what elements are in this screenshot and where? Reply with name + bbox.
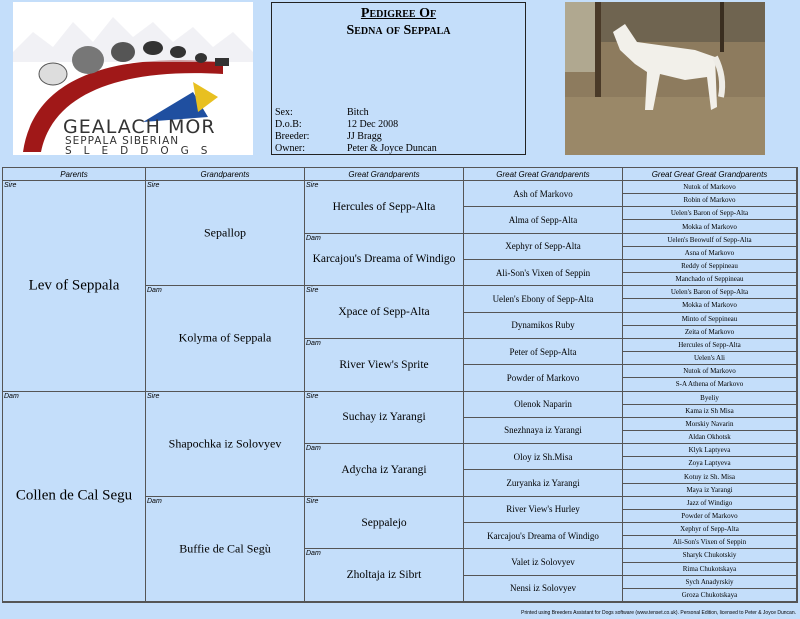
great-great-great-grandparent-cell — [623, 418, 797, 431]
dog-name: Dynamikos Ruby — [511, 320, 575, 331]
sire-label: Sire — [147, 392, 160, 400]
sire-label: Sire — [4, 182, 17, 189]
dog-name: Powder of Markovo — [681, 511, 738, 520]
dam-label: Dam — [306, 445, 321, 453]
grandparent-cell — [146, 181, 305, 286]
dog-info-box — [271, 2, 526, 155]
great-great-great-grandparent-cell — [623, 497, 797, 510]
dog-name: Powder of Markovo — [506, 372, 580, 383]
great-great-great-grandparent-cell — [623, 234, 797, 247]
great-grandparent-cell — [305, 392, 464, 445]
dog-name: Nutok of Markovo — [683, 183, 736, 192]
dog-name: Kotuy iz Sh. Misa — [684, 472, 735, 481]
sire-label: Sire — [306, 392, 319, 400]
dog-name: Hercules of Sepp-Alta — [678, 340, 741, 349]
dog-name: Uelen's Ali — [693, 354, 725, 363]
dog-name: Rima Chukotskaya — [682, 564, 737, 573]
dog-name: Asna of Markovo — [684, 248, 735, 257]
dog-name: Zholtaja iz Sibrt — [346, 569, 422, 582]
dog-name: Snezhnaya iz Yarangi — [504, 425, 582, 436]
dog-name: Mokka of Markovo — [682, 301, 737, 310]
parent-cell — [3, 181, 146, 392]
great-great-grandparent-cell — [464, 444, 623, 470]
info-value: 12 Dec 2008 — [347, 119, 399, 130]
dam-label: Dam — [4, 392, 19, 400]
great-great-great-grandparent-cell — [623, 444, 797, 457]
info-value: JJ Bragg — [347, 131, 382, 142]
dog-name: Collen de Cal Segu — [15, 487, 133, 504]
dog-name: Karcajou's Dreama of Windigo — [487, 530, 599, 541]
great-grandparent-cell — [305, 181, 464, 234]
great-great-great-grandparent-cell — [623, 589, 797, 602]
dog-name: Valet iz Solovyev — [511, 557, 575, 568]
dog-name: Karcajou's Dreama of Windigo — [312, 253, 456, 266]
great-great-great-grandparent-cell — [623, 313, 797, 326]
pedigree-table — [2, 167, 798, 603]
pedigree-heading: Pedigree Of — [360, 6, 437, 21]
dog-name: Ash of Markovo — [513, 188, 573, 199]
dog-name: Nensi iz Solovyev — [510, 583, 576, 594]
great-great-grandparent-cell — [464, 523, 623, 549]
dog-name: Sych Anadyrskiy — [685, 577, 734, 586]
dog-name: Zoya Laptyeva — [688, 459, 731, 468]
dam-label: Dam — [147, 497, 162, 505]
dog-name: Oloy iz Sh.Misa — [513, 451, 573, 462]
dog-name: Reddy of Seppineau — [681, 262, 738, 271]
great-great-great-grandparent-cell — [623, 247, 797, 260]
great-great-great-grandparent-cell — [623, 260, 797, 273]
grandparent-cell — [146, 392, 305, 497]
great-great-grandparent-cell — [464, 313, 623, 339]
logo-line-2: SEPPALA SIBERIAN — [65, 135, 180, 147]
dam-label: Dam — [306, 550, 321, 558]
dog-name: Sepallop — [204, 225, 246, 240]
dog-name: Aldan Okhotsk — [688, 433, 731, 442]
great-great-great-grandparent-cell — [623, 194, 797, 207]
logo-line-3: SLEDDOGS — [65, 145, 220, 155]
dog-name: Byeliy — [700, 393, 719, 402]
sire-label: Sire — [306, 287, 319, 295]
great-great-great-grandparent-cell — [623, 484, 797, 497]
dog-name: Maya iz Yarangi — [686, 485, 733, 494]
sire-label: Sire — [147, 182, 160, 189]
dog-name: Xephyr of Sepp-Alta — [680, 525, 739, 534]
parent-cell — [3, 392, 146, 603]
great-grandparents-header: Great Grandparents — [305, 168, 464, 181]
info-row-sex — [275, 107, 369, 119]
great-great-grandparent-cell — [464, 207, 623, 233]
great-great-great-grandparent-cell — [623, 392, 797, 405]
dog-name: River View's Hurley — [506, 504, 580, 515]
dog-name: Zuryanka iz Yarangi — [506, 478, 580, 489]
great-great-great-grandparent-cell — [623, 207, 797, 220]
info-value: Bitch — [347, 107, 369, 118]
great-great-grandparent-cell — [464, 339, 623, 365]
info-row-owner — [275, 143, 437, 155]
dog-name: Klyk Laptyeva — [688, 446, 731, 455]
great-great-great-grandparent-cell — [623, 431, 797, 444]
great-great-great-grandparent-cell — [623, 470, 797, 483]
dog-name-heading: Sedna of Seppala — [346, 23, 451, 38]
kennel-logo — [13, 2, 253, 155]
great-great-grandparent-cell — [464, 365, 623, 391]
great-great-great-grandparent-cell — [623, 536, 797, 549]
great-great-great-grandparent-cell — [623, 365, 797, 378]
dog-name: Ali-Son's Vixen of Seppin — [495, 267, 591, 278]
great-great-grandparents-header: Great Great Grandparents — [464, 168, 623, 181]
dog-name: Seppalejo — [361, 516, 407, 529]
dog-name: Mokka of Markovo — [682, 222, 737, 231]
dog-name: Ali-Son's Vixen of Seppin — [672, 538, 747, 547]
sire-label: Sire — [306, 182, 319, 189]
great-great-grandparent-cell — [464, 470, 623, 496]
dog-name: Jazz of Windigo — [686, 498, 733, 507]
great-great-grandparent-cell — [464, 418, 623, 444]
great-grandparent-cell — [305, 234, 464, 287]
dog-name: Olenok Naparin — [514, 399, 572, 410]
dog-name: Morskiy Navarin — [685, 419, 734, 428]
dog-name: Nutok of Markovo — [683, 367, 736, 376]
dog-name: River View's Sprite — [339, 358, 429, 371]
logo-line-1: GEALACH MOR — [63, 116, 216, 138]
great-great-great-grandparent-cell — [623, 339, 797, 352]
great-great-great-grandparent-cell — [623, 563, 797, 576]
great-great-great-grandparent-cell — [623, 457, 797, 470]
dog-name: Peter of Sepp-Alta — [509, 346, 577, 357]
dog-name: Buffie de Cal Segù — [179, 541, 271, 556]
grandparent-cell — [146, 497, 305, 602]
great-great-great-grandparent-cell — [623, 510, 797, 523]
info-label: Sex: — [275, 107, 293, 118]
great-great-great-grandparent-cell — [623, 299, 797, 312]
great-grandparent-cell — [305, 339, 464, 392]
dog-name: Lev of Seppala — [28, 277, 120, 294]
dog-name: Xephyr of Sepp-Alta — [505, 241, 581, 252]
dog-name: Hercules of Sepp-Alta — [332, 200, 436, 213]
great-great-great-grandparent-cell — [623, 181, 797, 194]
great-great-great-grandparent-cell — [623, 405, 797, 418]
info-row-breeder — [275, 131, 382, 143]
dog-name: Zeita of Markovo — [684, 327, 735, 336]
great-grandparent-cell — [305, 444, 464, 497]
dam-label: Dam — [306, 234, 321, 242]
dog-name: Shapochka iz Solovyev — [168, 436, 282, 451]
great-great-grandparent-cell — [464, 260, 623, 286]
great-great-grandparent-cell — [464, 181, 623, 207]
dog-name: Uelen's Ebony of Sepp-Alta — [492, 293, 594, 304]
dog-name: Minto of Seppineau — [681, 314, 738, 323]
dog-name: Alma of Sepp-Alta — [508, 214, 578, 225]
grandparent-cell — [146, 286, 305, 391]
parents-header: Parents — [3, 168, 146, 181]
info-label: D.o.B: — [275, 119, 302, 130]
great-great-great-grandparent-cell — [623, 352, 797, 365]
dog-name: Uelen's Beowulf of Sepp-Alta — [667, 235, 752, 244]
great-great-great-grandparent-cell — [623, 273, 797, 286]
great-great-grandparent-cell — [464, 286, 623, 312]
great-grandparent-cell — [305, 286, 464, 339]
dam-label: Dam — [147, 287, 162, 295]
dog-name: Xpace of Sepp-Alta — [338, 306, 430, 319]
great-great-great-grandparents-header: Great Great Great Grandparents — [623, 168, 797, 181]
dog-name: Sharyk Chukotskiy — [682, 551, 737, 560]
dog-name: S-A Athena of Markovo — [675, 380, 744, 389]
dog-name: Adycha iz Yarangi — [341, 463, 427, 476]
great-great-grandparent-cell — [464, 497, 623, 523]
info-row-dob — [275, 119, 399, 131]
info-value: Peter & Joyce Duncan — [347, 143, 437, 154]
great-great-grandparent-cell — [464, 549, 623, 575]
great-grandparent-cell — [305, 549, 464, 602]
great-great-great-grandparent-cell — [623, 523, 797, 536]
great-great-great-grandparent-cell — [623, 220, 797, 233]
great-great-great-grandparent-cell — [623, 576, 797, 589]
great-great-great-grandparent-cell — [623, 549, 797, 562]
dog-name: Uelen's Baron of Sepp-Alta — [670, 209, 749, 218]
great-great-grandparent-cell — [464, 392, 623, 418]
dam-label: Dam — [306, 339, 321, 347]
software-footer: Printed using Breeders Assistant for Dogs software (www.tenset.co.uk). Personal Edition, licensed to Peter & Joyce Duncan. — [521, 610, 796, 616]
dog-name: Kolyma of Seppala — [178, 330, 272, 345]
great-great-great-grandparent-cell — [623, 378, 797, 391]
dog-name: Robin of Markovo — [683, 196, 736, 205]
info-label: Owner: — [275, 143, 305, 154]
great-great-great-grandparent-cell — [623, 286, 797, 299]
sire-label: Sire — [306, 497, 319, 505]
great-great-great-grandparent-cell — [623, 326, 797, 339]
great-great-grandparent-cell — [464, 576, 623, 602]
dog-name: Manchado of Seppineau — [675, 275, 744, 284]
info-label: Breeder: — [275, 131, 310, 142]
great-grandparent-cell — [305, 497, 464, 550]
dog-name: Kama iz Sh Misa — [685, 406, 734, 415]
grandparents-header: Grandparents — [146, 168, 305, 181]
dog-name: Suchay iz Yarangi — [342, 411, 426, 424]
dog-photo — [565, 2, 765, 155]
dog-name: Uelen's Baron of Sepp-Alta — [670, 288, 749, 297]
dog-photo-illustration — [565, 2, 765, 155]
great-great-grandparent-cell — [464, 234, 623, 260]
dog-name: Groza Chukotskaya — [681, 590, 738, 599]
